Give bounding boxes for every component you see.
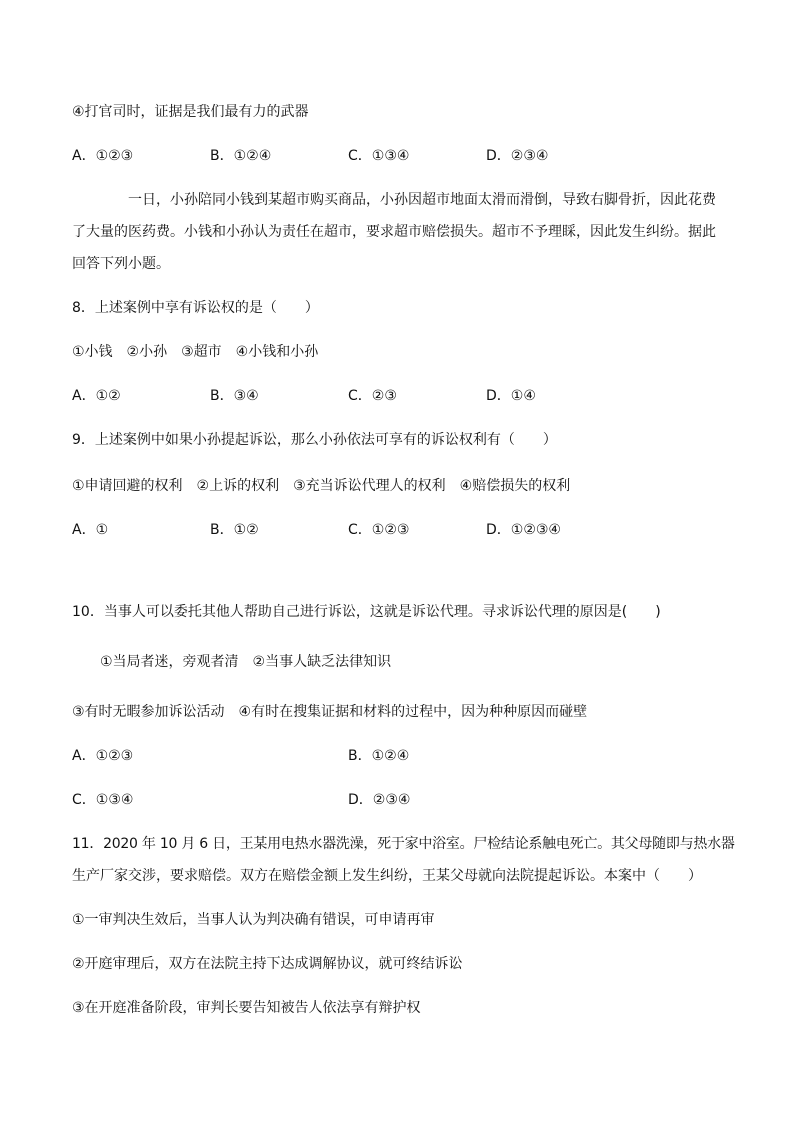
q8-option-a: A．①② (72, 388, 121, 404)
q10-option-d: D．②③④ (348, 792, 411, 808)
q10-option-c: C．①③④ (72, 792, 134, 808)
q11-stem-line-2: 生产厂家交涉，要求赔偿。双方在赔偿金额上发生纠纷，王某父母就向法院提起诉讼。本案中（ ） (72, 868, 702, 884)
q9-statements: ①申请回避的权利 ②上诉的权利 ③充当诉讼代理人的权利 ④赔偿损失的权利 (72, 478, 571, 494)
q8-statements: ①小钱 ②小孙 ③超市 ④小钱和小孙 (72, 344, 319, 360)
q9-option-c: C．①②③ (348, 522, 410, 538)
q11-statement-3: ③在开庭准备阶段，审判长要告知被告人依法享有辩护权 (72, 1000, 421, 1016)
q8-option-b: B．③④ (210, 388, 259, 404)
q8-option-c: C．②③ (348, 388, 397, 404)
passage-line-2: 了大量的医药费。小钱和小孙认为责任在超市，要求超市赔偿损失。超市不予理睬，因此发生纠纷。据此 (72, 224, 716, 240)
passage-line-3: 回答下列小题。 (72, 256, 170, 272)
q8-option-d: D．①④ (486, 388, 536, 404)
q7-option-a: A．①②③ (72, 148, 134, 164)
q9-option-b: B．①② (210, 522, 259, 538)
passage-line-1: 一日，小孙陪同小钱到某超市购买商品，小孙因超市地面太滑而滑倒，导致右脚骨折，因此花费 (128, 192, 716, 208)
q11-stem-line-1: 11．2020 年 10 月 6 日，王某用电热水器洗澡，死于家中浴室。尸检结论系触电死亡。其父母随即与热水器 (72, 836, 735, 852)
q10-option-a: A．①②③ (72, 748, 134, 764)
q7-option-d: D．②③④ (486, 148, 549, 164)
q10-option-b: B．①②④ (348, 748, 410, 764)
q8-stem: 8．上述案例中享有诉讼权的是（ ） (72, 300, 319, 316)
q11-statement-2: ②开庭审理后，双方在法院主持下达成调解协议，就可终结诉讼 (72, 956, 463, 972)
q10-statements-2: ③有时无暇参加诉讼活动 ④有时在搜集证据和材料的过程中，因为种种原因而碰壁 (72, 704, 588, 720)
q7-option-b: B．①②④ (210, 148, 272, 164)
q11-statement-1: ①一审判决生效后，当事人认为判决确有错误，可申请再审 (72, 912, 435, 928)
q7-statement-4: ④打官司时，证据是我们最有力的武器 (72, 104, 309, 120)
q7-option-c: C．①③④ (348, 148, 410, 164)
q9-option-d: D．①②③④ (486, 522, 561, 538)
q10-statements-1: ①当局者迷，旁观者清 ②当事人缺乏法律知识 (100, 654, 392, 670)
q10-stem: 10．当事人可以委托其他人帮助自己进行诉讼，这就是诉讼代理。寻求诉讼代理的原因是( ) (72, 604, 661, 620)
q9-option-a: A．① (72, 522, 109, 538)
q9-stem: 9．上述案例中如果小孙提起诉讼，那么小孙依法可享有的诉讼权利有（ ） (72, 432, 557, 448)
